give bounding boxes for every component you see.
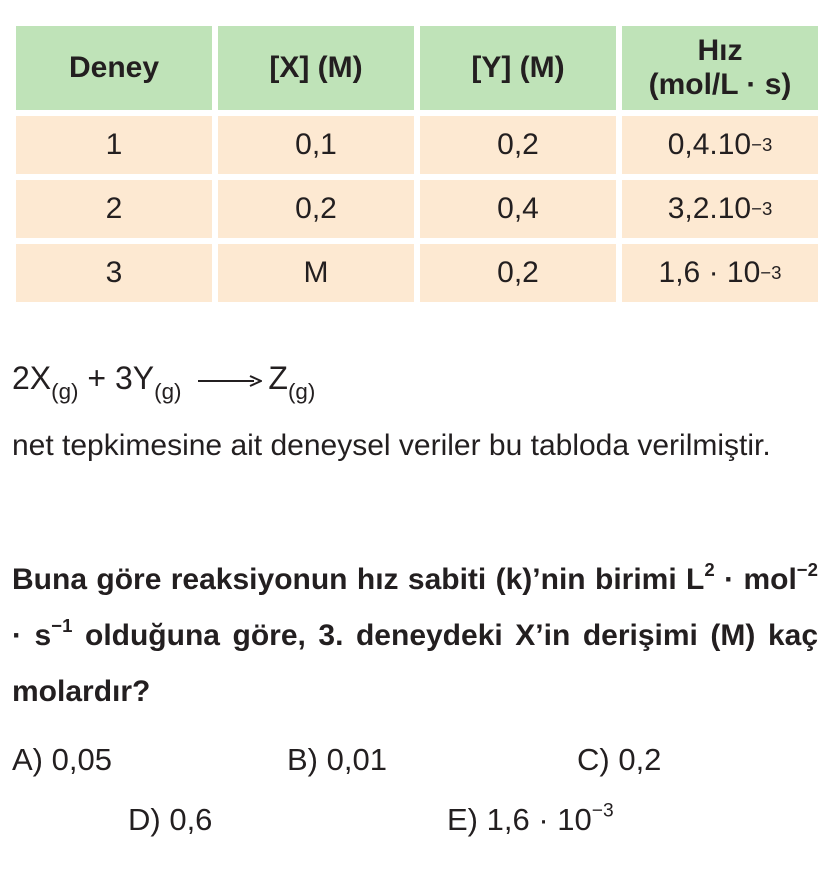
header-rate-line1: Hız <box>697 33 743 67</box>
cell-rate: 0,4.10 −3 <box>622 116 818 174</box>
cell-x: M <box>218 244 414 302</box>
reaction-arrow-icon <box>198 373 262 389</box>
table-row <box>16 244 820 302</box>
choice-e-text: E) 1,6 · 10 <box>447 802 592 837</box>
table-row <box>16 116 820 174</box>
data-table <box>16 26 820 308</box>
rate-mantissa: 1,6 · 10 <box>658 255 761 289</box>
reactant-y: + 3Y <box>78 360 155 396</box>
cell-deney: 3 <box>16 244 212 302</box>
header-y-concentration: [Y] (M) <box>420 26 616 110</box>
state-z: (g) <box>287 379 316 405</box>
table-header-row <box>16 26 820 110</box>
question-part: olduğuna göre, 3. deneydeki X’in derişimi (M) kaç molardır? <box>12 619 818 708</box>
header-x-concentration: [X] (M) <box>218 26 414 110</box>
state-x: (g) <box>51 379 79 405</box>
table-row <box>16 180 820 238</box>
question-exponent: −1 <box>51 614 73 636</box>
choice-e[interactable] <box>447 802 614 838</box>
cell-y: 0,2 <box>420 116 616 174</box>
cell-y: 0,2 <box>420 244 616 302</box>
rate-mantissa: 3,2.10 <box>667 191 752 225</box>
question-part: Buna göre reaksiyonun hız sabiti (k)’nin birimi L <box>12 563 705 596</box>
choice-b[interactable]: B) 0,01 <box>287 742 387 777</box>
cell-rate: 1,6 · 10 −3 <box>622 244 818 302</box>
cell-x: 0,2 <box>218 180 414 238</box>
cell-rate: 3,2.10 −3 <box>622 180 818 238</box>
header-deney: Deney <box>16 26 212 110</box>
question-text <box>12 552 818 720</box>
statement-text: net tepkimesine ait deneysel veriler bu tabloda verilmiştir. <box>12 429 771 462</box>
reactant-x: 2X <box>12 360 52 396</box>
choice-d[interactable]: D) 0,6 <box>128 802 213 837</box>
state-y: (g) <box>154 379 182 405</box>
question-part: · s <box>12 619 52 652</box>
rate-mantissa: 0,4.10 <box>667 127 752 161</box>
cell-deney: 1 <box>16 116 212 174</box>
header-rate <box>622 26 818 110</box>
question-exponent: 2 <box>704 558 715 580</box>
header-rate-line2: (mol/L · s) <box>648 68 792 101</box>
question-exponent: −2 <box>796 558 818 580</box>
product-z: Z <box>268 360 288 396</box>
choice-a[interactable]: A) 0,05 <box>12 742 112 777</box>
question-part: · mol <box>714 563 797 596</box>
reaction-equation <box>12 360 316 405</box>
cell-y: 0,4 <box>420 180 616 238</box>
choice-e-exponent: −3 <box>591 800 614 822</box>
cell-deney: 2 <box>16 180 212 238</box>
choice-c[interactable]: C) 0,2 <box>577 742 662 777</box>
cell-x: 0,1 <box>218 116 414 174</box>
